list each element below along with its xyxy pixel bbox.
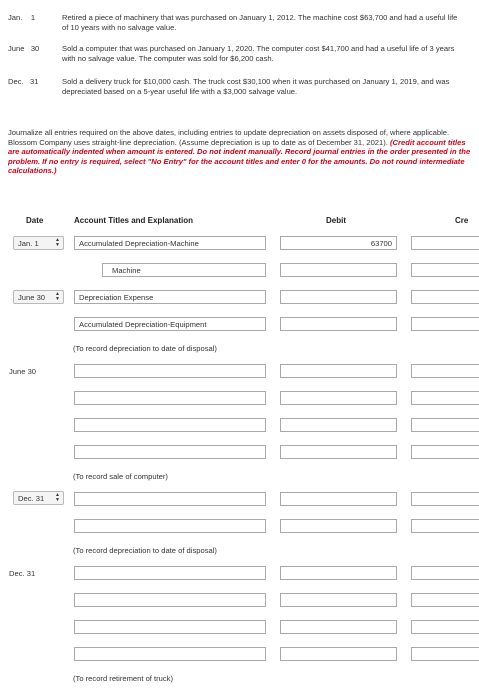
credit-input[interactable]	[411, 593, 479, 607]
transaction-2-date	[8, 44, 39, 53]
note-depreciation-truck: (To record depreciation to date of disposal)	[73, 546, 217, 555]
debit-input[interactable]	[280, 391, 397, 405]
transaction-1-date	[8, 13, 35, 22]
account-input[interactable]: Accumulated Depreciation-Machine	[74, 236, 266, 250]
credit-input[interactable]	[411, 566, 479, 580]
transaction-3-month: Dec.	[8, 77, 24, 86]
instructions-main: Journalize all entries required on the above dates, including entries to update depreciation on assets disposed of, where applicable. Blossom Company uses straight-line depreciation. (Assume depreciation is up to date as of December 31, 2021).	[8, 128, 450, 147]
account-input[interactable]: Accumulated Depreciation-Equipment	[74, 317, 266, 331]
transaction-3-text: Sold a delivery truck for $10,000 cash. The truck cost $30,100 when it was purchased on January 1, 2019, and was depreciated based on a 5-year useful life with a $3,000 salvage value.	[62, 77, 450, 96]
debit-input[interactable]	[280, 519, 397, 533]
transaction-2-day: 30	[30, 44, 40, 53]
note-depreciation-computer: (To record depreciation to date of disposal)	[73, 344, 217, 353]
date-select-dec-31-value: Dec. 31	[18, 494, 45, 503]
static-date-june-30: June 30	[9, 367, 37, 376]
credit-input[interactable]	[411, 263, 479, 277]
account-input[interactable]	[74, 391, 266, 405]
account-input[interactable]	[74, 364, 266, 378]
credit-input[interactable]	[411, 290, 479, 304]
debit-input[interactable]	[280, 492, 397, 506]
header-date: Date	[26, 216, 44, 225]
account-input[interactable]	[74, 418, 266, 432]
select-arrows-icon: ▲ ▼	[55, 237, 60, 248]
account-input[interactable]	[74, 566, 266, 580]
transaction-2-month: June	[8, 44, 25, 53]
transaction-3-date	[8, 77, 38, 86]
credit-input[interactable]	[411, 364, 479, 378]
date-select-jan-1[interactable]	[13, 236, 64, 250]
date-select-dec-31[interactable]	[13, 491, 64, 505]
account-input[interactable]	[74, 593, 266, 607]
transaction-2-text: Sold a computer that was purchased on January 1, 2020. The computer cost $41,700 and had a useful life of 3 years with no salvage value. The computer was sold for $6,200 cash.	[62, 44, 455, 63]
debit-input[interactable]	[280, 593, 397, 607]
credit-input[interactable]	[411, 418, 479, 432]
date-select-jan-1-value: Jan. 1	[18, 239, 39, 248]
credit-input[interactable]	[411, 647, 479, 661]
debit-input[interactable]	[280, 290, 397, 304]
header-credit: Cre	[455, 216, 469, 225]
instructions-note: (Credit account titles are automatically indented when amount is entered. Do not indent manually. Record journal entries in the order presented in the problem. If no entry is required, select "No Entry" for the account titles and enter 0 for the amounts. Do not round intermediate calculations.)	[8, 137, 471, 176]
credit-input[interactable]	[411, 492, 479, 506]
debit-input[interactable]	[280, 263, 397, 277]
debit-input[interactable]	[280, 566, 397, 580]
debit-input[interactable]	[280, 620, 397, 634]
transaction-1-text: Retired a piece of machinery that was purchased on January 1, 2012. The machine cost $63,700 and had a useful life of 10 years with no salvage value.	[62, 13, 458, 32]
transaction-1-day: 1	[30, 13, 36, 22]
debit-input[interactable]	[280, 647, 397, 661]
transaction-3-day: 31	[29, 77, 39, 86]
debit-input[interactable]: 63700	[280, 236, 397, 250]
note-sale-of-computer: (To record sale of computer)	[73, 472, 168, 481]
header-account: Account Titles and Explanation	[74, 216, 193, 225]
transaction-1-month: Jan.	[8, 13, 23, 22]
credit-input[interactable]	[411, 391, 479, 405]
account-input[interactable]: Depreciation Expense	[74, 290, 266, 304]
static-date-dec-31: Dec. 31	[9, 569, 36, 578]
credit-input[interactable]	[411, 317, 479, 331]
account-input[interactable]	[74, 492, 266, 506]
account-input[interactable]: Machine	[102, 263, 266, 277]
select-arrows-icon: ▲ ▼	[55, 291, 60, 302]
debit-input[interactable]	[280, 364, 397, 378]
instructions	[8, 128, 473, 176]
credit-input[interactable]	[411, 445, 479, 459]
account-input[interactable]	[74, 445, 266, 459]
credit-input[interactable]	[411, 236, 479, 250]
credit-input[interactable]	[411, 620, 479, 634]
select-arrows-icon: ▲ ▼	[55, 492, 60, 503]
date-select-june-30-value: June 30	[18, 293, 46, 302]
debit-input[interactable]	[280, 418, 397, 432]
debit-input[interactable]	[280, 317, 397, 331]
header-debit: Debit	[326, 216, 346, 225]
date-select-june-30[interactable]	[13, 290, 64, 304]
account-input[interactable]	[74, 620, 266, 634]
debit-input[interactable]	[280, 445, 397, 459]
credit-input[interactable]	[411, 519, 479, 533]
account-input[interactable]	[74, 519, 266, 533]
account-input[interactable]	[74, 647, 266, 661]
note-retirement-of-truck: (To record retirement of truck)	[73, 674, 174, 683]
